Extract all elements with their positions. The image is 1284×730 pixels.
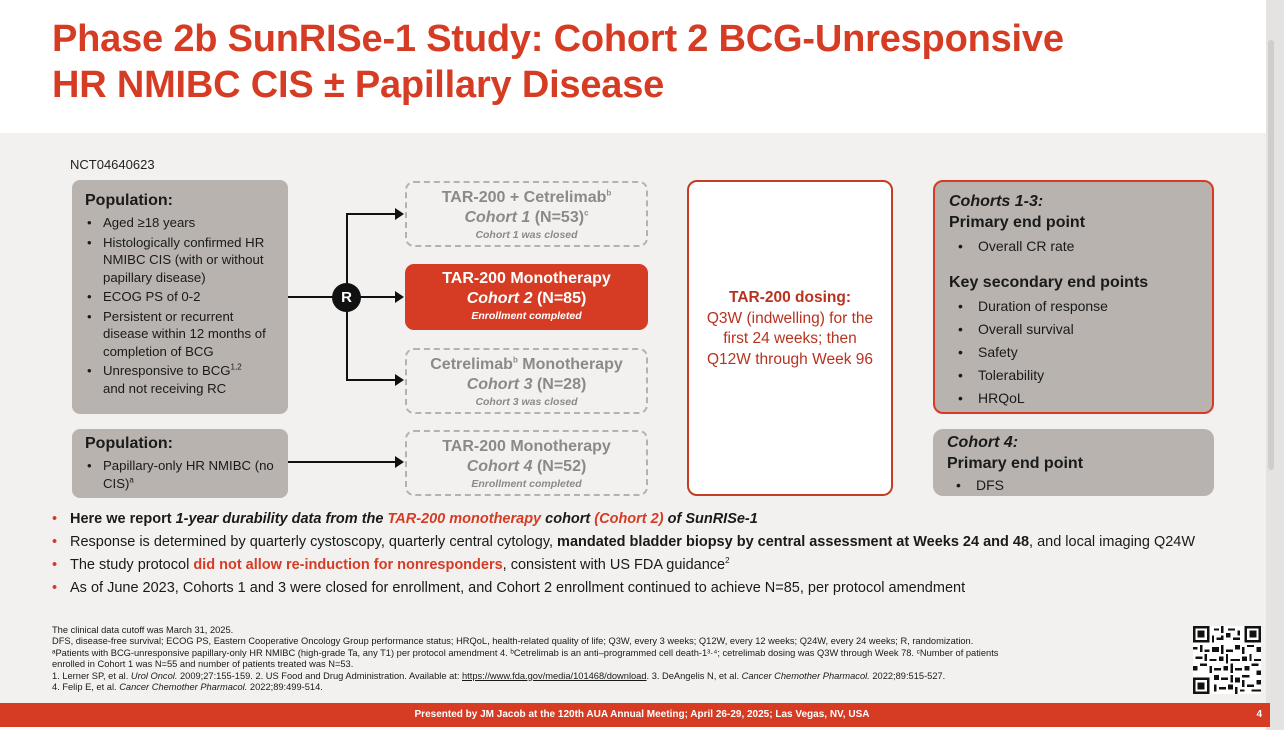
endpoint-item: • DFS [947,474,1214,497]
arm-cohort-2 [405,264,648,330]
page-number: 4 [1256,709,1262,720]
key-point: • As of June 2023, Cohorts 1 and 3 were closed for enrollment, and Cohort 2 enrollment continued to achieve N=85, per protocol amendment [52,578,1212,598]
journal-name: Cancer Chemother Pharmacol. [119,682,248,693]
dosing-box [687,180,893,496]
primary-endpoint-list [947,474,1214,497]
population-list [85,457,276,492]
key-point-text: cohort [541,511,595,527]
arm-title-text: Monotherapy [517,356,623,373]
arm-title [407,355,646,375]
key-point [52,509,1212,529]
key-point-text: of [663,511,686,527]
footnote-line: The clinical data cutoff was March 31, 2025. [52,625,234,635]
population-box-main [72,180,288,414]
trial-id: NCT04640623 [70,157,155,172]
key-point-text: SunRISe-1 [685,511,758,527]
arrow-icon [395,456,404,468]
footer-bar [0,703,1270,727]
footnote-ref: 1,2 [230,362,242,372]
arm-n: (N=52) [536,458,587,475]
connector-line [360,296,396,298]
dosing-title: TAR-200 dosing: [729,289,851,306]
footnote-line [52,682,1152,693]
key-point-text: The study protocol [70,557,194,573]
arm-cohort-4 [405,430,648,496]
population-item [85,457,276,492]
arm-cohort-3 [405,348,648,414]
endpoint-item: • Safety [949,341,1212,364]
arm-status: Enrollment completed [471,478,582,490]
arm-cohort [405,289,648,309]
arm-n: (N=53) [534,209,585,226]
footnote-line: ᵃPatients with BCG-unresponsive papillary-only HR NMIBC (high-grade Ta, any T1) per protocol amendment 4. ᵇCetrelimab is an anti–programmed cell death-1³·⁴; cetrelimab dosing was Q3W through Week 78. ᶜNumber of patients [52,647,999,658]
key-point-text: 1-year durability data from the [175,511,388,527]
title-line-1: Phase 2b SunRISe-1 Study: Cohort 2 BCG-Unresponsive [52,18,1064,60]
arm-cohort-name: Cohort 2 [466,290,533,307]
population-list [85,214,276,397]
footnote-line: DFS, disease-free survival; ECOG PS, Eastern Cooperative Oncology Group performance status; HRQoL, health-related quality of life; Q3W, every 3 weeks; Q12W, every 12 weeks; Q24W, every 24 weeks; R, randomization. [52,636,974,647]
population-item-text: Unresponsive to BCG [103,363,231,378]
key-point-text: Here we report [70,511,176,527]
footnote-line [52,671,1152,682]
population-heading: Population: [85,192,173,209]
endpoint-item: • Duration of response [949,295,1212,318]
footnote-text: 2022;89:515-527. [869,670,946,681]
footnote-line: enrolled in Cohort 1 was N=55 and number of patients treated was N=53. [52,659,354,670]
population-heading: Population: [85,435,173,452]
footnote-ref: b [512,355,518,365]
arm-title: TAR-200 Monotherapy [442,270,611,287]
endpoint-item: • Overall survival [949,318,1212,341]
footnotes [52,625,1152,693]
secondary-endpoint-heading: Key secondary end points [949,274,1149,291]
arm-cohort-name: Cohort 3 [466,376,533,393]
endpoints-cohort-4 [933,429,1214,496]
connector-line [288,461,396,463]
arm-title-text: Cetrelimab [430,356,513,373]
footnote-text: 4. Felip E, et al. [52,682,120,693]
endpoint-item: • Tolerability [949,364,1212,387]
key-point-bold: mandated bladder biopsy by central assessment at Weeks 24 and 48 [557,534,1030,550]
arm-cohort-name: Cohort 1 [464,209,531,226]
footnote-text: 2009;27:155-159. 2. US Food and Drug Administration. Available at: [177,670,463,681]
arm-title [407,188,646,208]
key-point-text: Response is determined by quarterly cystoscopy, quarterly central cytology, [70,534,558,550]
arm-cohort [407,208,646,228]
connector-line [346,213,396,215]
footnote-text: . 3. DeAngelis N, et al. [646,670,742,681]
dosing-body: Q3W (indwelling) for the first 24 weeks; then Q12W through Week 96 [706,309,874,368]
title-line-2: HR NMIBC CIS ± Papillary Disease [52,64,665,106]
secondary-endpoint-list [949,295,1212,410]
primary-endpoint-heading: Primary end point [949,214,1086,231]
footnote-ref: 2 [725,556,730,566]
arm-cohort [407,457,646,477]
endpoint-cohort-label: Cohort 4: [947,434,1019,451]
primary-endpoint-heading: Primary end point [947,455,1084,472]
arm-cohort-1 [405,181,648,247]
randomization-node: R [332,283,361,312]
endpoint-item: • Overall CR rate [949,235,1212,258]
arrow-icon [395,208,404,220]
key-point-highlight: TAR-200 monotherapy [387,511,542,527]
footnote-text: 1. Lerner SP, et al. [52,670,131,681]
key-point-highlight: (Cohort 2) [594,511,664,527]
footnote-ref: c [584,208,589,218]
arrow-icon [395,374,404,386]
title-area [0,0,1270,133]
connector-line [288,296,334,298]
key-point-text: , and local imaging Q24W [1029,534,1196,550]
primary-endpoint-list [949,235,1212,258]
population-item-text: and not receiving RC [103,380,227,396]
arrow-icon [395,291,404,303]
arm-title-text: TAR-200 + Cetrelimab [441,189,607,206]
arm-n: (N=85) [536,290,587,307]
population-item: • Aged ≥18 years [85,214,276,232]
arm-status: Cohort 3 was closed [475,396,578,408]
population-item-text: Papillary-only HR NMIBC (no CIS) [103,458,274,491]
arm-status: Enrollment completed [471,310,582,322]
qr-code[interactable] [1193,626,1261,694]
footnote-ref: a [129,475,134,485]
population-item: • Persistent or recurrent disease within 12 months of completion of BCG [85,308,276,361]
journal-name: Cancer Chemother Pharmacol. [741,670,870,681]
population-item [85,362,276,397]
footnote-text: 2022;89:499-514. [247,682,323,693]
population-item: • ECOG PS of 0-2 [85,288,276,306]
endpoints-cohorts-1-3 [933,180,1214,414]
key-point [52,555,1212,575]
slide-title [52,16,1064,108]
population-box-papillary [72,429,288,498]
key-points-list [52,509,1212,601]
fda-link[interactable]: https://www.fda.gov/media/101468/download [462,670,647,681]
presentation-credit: Presented by JM Jacob at the 120th AUA Annual Meeting; April 26-29, 2025; Las Vegas, NV, USA [414,709,870,720]
key-point-text: , consistent with US FDA guidance [502,557,726,573]
arm-n: (N=28) [536,376,587,393]
scrollbar-thumb[interactable] [1268,40,1274,470]
footnote-ref: b [606,188,612,198]
arm-status: Cohort 1 was closed [475,229,578,241]
population-item: • Histologically confirmed HR NMIBC CIS (with or without papillary disease) [85,234,276,287]
arm-cohort-name: Cohort 4 [466,458,533,475]
arm-title: TAR-200 Monotherapy [442,438,611,455]
endpoint-cohort-label: Cohorts 1-3: [949,193,1044,210]
connector-line [346,379,396,381]
key-point [52,532,1212,552]
journal-name: Urol Oncol. [130,670,178,681]
key-point-highlight: did not allow re-induction for nonresponders [193,557,503,573]
endpoint-item: • HRQoL [949,387,1212,410]
arm-cohort [407,375,646,395]
